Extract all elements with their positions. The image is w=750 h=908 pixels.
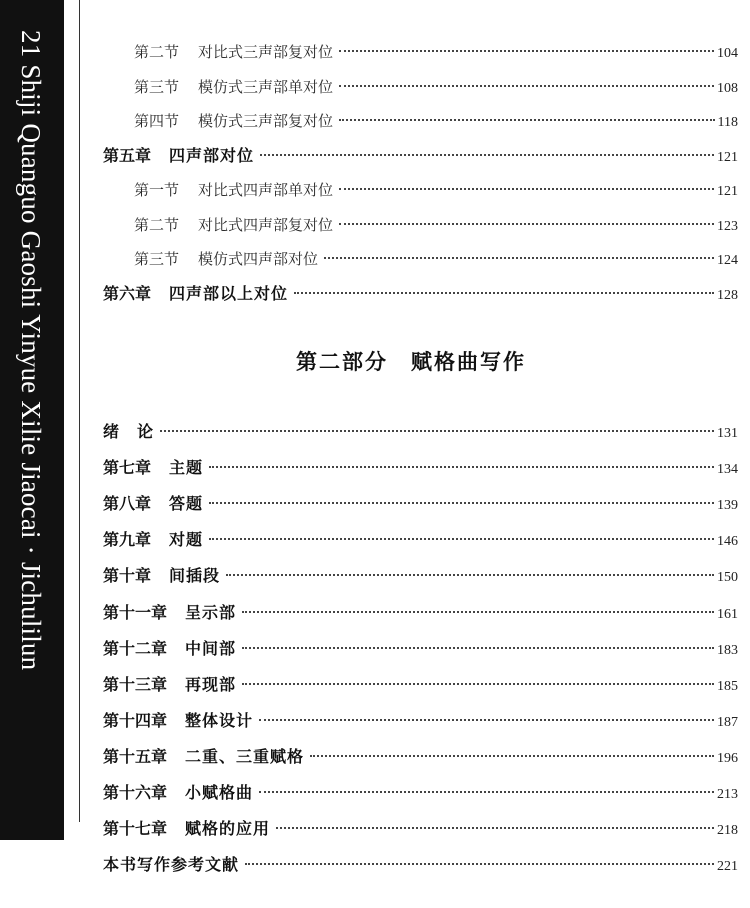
- toc-entry-number: 第一节: [134, 181, 180, 199]
- toc-entry-number: 第五章: [103, 145, 152, 165]
- dot-leader: [242, 647, 714, 649]
- toc-section-row: [134, 109, 738, 133]
- toc-chapter-row: [103, 456, 738, 480]
- toc-entry-title: 再现部: [185, 674, 237, 694]
- dot-leader: [324, 257, 714, 259]
- toc-chapter-row: [103, 420, 738, 444]
- toc-entry-number: 第十一章: [103, 602, 168, 622]
- toc-page-number: 213: [717, 787, 738, 802]
- toc-entry-number: 第十七章: [103, 819, 168, 839]
- toc-chapter-row: [103, 144, 738, 168]
- dot-leader: [260, 154, 714, 156]
- toc-page-number: 131: [717, 426, 738, 441]
- toc-entry-number: 第四节: [134, 112, 180, 130]
- toc-chapter-row: [103, 601, 738, 625]
- toc-entry-number: 第十三章: [103, 674, 168, 694]
- toc-chapter-row: [103, 564, 738, 588]
- toc-chapter-row: [103, 817, 738, 841]
- dot-leader: [209, 466, 714, 468]
- dot-leader: [310, 755, 714, 757]
- dot-leader: [339, 223, 714, 225]
- toc-page-number: 185: [717, 678, 738, 694]
- toc-entry-number: 第十五章: [103, 746, 168, 766]
- toc-chapter-row: [103, 853, 738, 877]
- toc-page-number: 161: [717, 606, 738, 622]
- dot-leader: [209, 502, 714, 504]
- toc-chapter-row: [103, 528, 738, 552]
- toc-entry-title: 间插段: [169, 566, 221, 586]
- toc-entry-title: 模仿式三声部复对位: [198, 112, 334, 130]
- toc-entry-number: 第三节: [134, 77, 180, 96]
- dot-leader: [259, 719, 714, 721]
- toc-entry-title: 二重、三重赋格: [185, 746, 305, 766]
- toc-entry-number: 第六章: [103, 283, 152, 303]
- toc-chapter-row: [103, 781, 738, 805]
- toc-page-number: 124: [717, 253, 738, 268]
- series-title-vertical: 21 Shiji Quanguo Gaoshi Yinyue Xilie Jiaocai · Jichulilun: [16, 30, 46, 671]
- toc-section-row: [134, 178, 738, 202]
- dot-leader: [245, 863, 714, 865]
- toc-page-number: 104: [717, 46, 738, 61]
- toc-entry-title: 模仿式三声部单对位: [198, 77, 334, 96]
- toc-entry-number: 第十章: [103, 566, 152, 586]
- dot-leader: [339, 119, 715, 121]
- toc-chapter-row: [103, 745, 738, 769]
- toc-page-number: 139: [717, 498, 738, 514]
- toc-chapter-row: [103, 673, 738, 697]
- toc-page-number: 146: [717, 534, 738, 550]
- toc-entry-number: 第十四章: [103, 710, 168, 730]
- toc-entry-title: 对比式四声部单对位: [198, 181, 334, 199]
- toc-entry-title: 赋格的应用: [185, 819, 271, 839]
- toc-entry-title: 本书写作参考文献: [103, 855, 240, 875]
- toc-chapter-row: [103, 282, 738, 306]
- toc-entry-number: 第十二章: [103, 638, 168, 658]
- toc-page-number: 121: [717, 184, 738, 199]
- dot-leader: [242, 683, 714, 685]
- toc-entry-title: 模仿式四声部对位: [198, 250, 319, 268]
- dot-leader: [339, 50, 714, 52]
- toc-page-number: 218: [717, 823, 738, 839]
- toc-entry-number: 第九章: [103, 530, 152, 550]
- toc-entry-title: 对题: [169, 530, 204, 550]
- book-spine-band: [0, 0, 64, 840]
- toc-entry-title: 四声部以上对位: [169, 283, 289, 303]
- toc-entry-title: 对比式三声部复对位: [198, 43, 334, 61]
- toc-page-number: 123: [717, 218, 738, 234]
- vertical-divider: [79, 0, 80, 822]
- toc-section-row: [134, 213, 738, 237]
- toc-page-number: 221: [717, 859, 738, 875]
- toc-entry-title: 四声部对位: [169, 145, 255, 165]
- toc-entry-title: 中间部: [185, 638, 237, 658]
- dot-leader: [226, 574, 714, 576]
- toc-entry-title: 整体设计: [185, 710, 254, 730]
- dot-leader: [276, 827, 714, 829]
- toc-page-number: 128: [717, 287, 738, 303]
- dot-leader: [339, 85, 714, 87]
- toc-entry-title: 答题: [169, 494, 204, 514]
- dot-leader: [339, 188, 714, 190]
- toc-entry-title: 对比式四声部复对位: [198, 215, 334, 234]
- toc-entry-number: 第二节: [134, 43, 180, 61]
- dot-leader: [209, 538, 714, 540]
- toc-chapter-row: [103, 637, 738, 661]
- toc-entry-number: 第七章: [103, 458, 152, 478]
- part-two-heading: 第二部分 赋格曲写作: [296, 350, 526, 374]
- toc-entry-number: 第二节: [134, 215, 180, 234]
- toc-entry-title: 主题: [169, 458, 204, 478]
- toc-section-row: [134, 247, 738, 271]
- toc-entry-title: 绪 论: [103, 422, 155, 441]
- dot-leader: [242, 611, 714, 613]
- toc-entry-number: 第十六章: [103, 783, 168, 802]
- toc-page-number: 108: [717, 80, 738, 96]
- toc-page-number: 183: [717, 642, 738, 658]
- dot-leader: [160, 430, 714, 432]
- dot-leader: [259, 791, 714, 793]
- toc-page-number: 134: [717, 462, 738, 478]
- toc-page-number: 196: [717, 750, 738, 766]
- toc-page-number: 150: [717, 570, 738, 586]
- toc-entry-title: 呈示部: [185, 602, 237, 622]
- toc-page-number: 118: [717, 115, 738, 130]
- toc-chapter-row: [103, 492, 738, 516]
- toc-entry-number: 第八章: [103, 494, 152, 514]
- toc-chapter-row: [103, 709, 738, 733]
- toc-page-number: 121: [717, 149, 738, 165]
- toc-page-number: 187: [717, 714, 738, 730]
- toc-entry-title: 小赋格曲: [185, 783, 254, 802]
- toc-section-row: [134, 75, 738, 99]
- toc-entry-number: 第三节: [134, 250, 180, 268]
- dot-leader: [294, 292, 714, 294]
- toc-section-row: [134, 40, 738, 64]
